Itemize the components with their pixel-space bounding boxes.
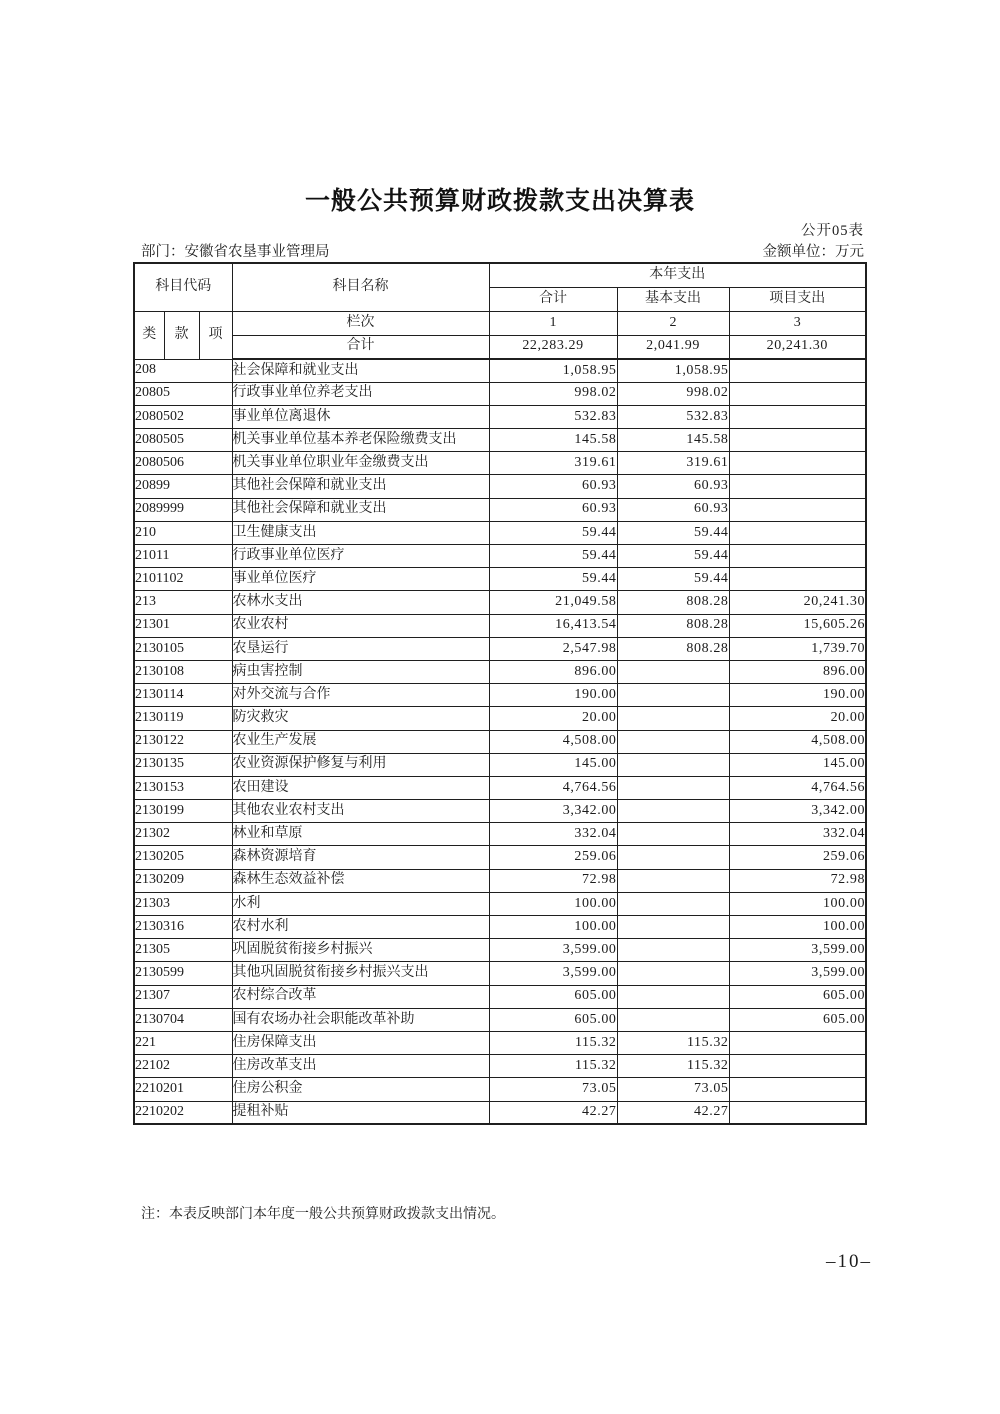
cell-basic-expense: 998.02 [617,382,729,405]
table-row [134,730,866,753]
cell-subject-name: 防灾救灾 [232,707,489,730]
cell-total: 60.93 [489,475,617,498]
cell-subject-code: 2130122 [134,730,232,753]
cell-basic-expense: 42.27 [617,1101,729,1124]
table-row [134,498,866,521]
unit-label: 金额单位：万元 [762,244,864,260]
table-row [134,707,866,730]
cell-total: 100.00 [489,916,617,939]
table-row [134,1031,866,1054]
cell-subject-code: 213 [134,591,232,614]
cell-basic-expense [617,660,729,683]
cell-subject-name: 对外交流与合作 [232,684,489,707]
cell-total: 190.00 [489,684,617,707]
table-row [134,452,866,475]
header-col-2: 2 [617,311,729,335]
cell-total: 332.04 [489,823,617,846]
cell-project-expense [729,1055,866,1078]
cell-project-expense: 896.00 [729,660,866,683]
cell-subject-code: 2130704 [134,1008,232,1031]
cell-subject-name: 住房公积金 [232,1078,489,1101]
cell-subject-name: 机关事业单位基本养老保险缴费支出 [232,429,489,452]
cell-subject-code: 2130105 [134,637,232,660]
cell-total: 4,508.00 [489,730,617,753]
cell-subject-code: 2210201 [134,1078,232,1101]
cell-total: 100.00 [489,892,617,915]
table-row [134,660,866,683]
table-row [134,1055,866,1078]
cell-total: 72.98 [489,869,617,892]
cell-basic-expense [617,823,729,846]
cell-subject-code: 2130199 [134,800,232,823]
cell-subject-code: 21011 [134,545,232,568]
cell-basic-expense [617,962,729,985]
cell-basic-expense [617,892,729,915]
cell-total: 3,599.00 [489,939,617,962]
cell-basic-expense: 808.28 [617,591,729,614]
cell-subject-code: 208 [134,359,232,382]
table-row [134,545,866,568]
cell-basic-expense [617,730,729,753]
cell-subject-name: 事业单位医疗 [232,568,489,591]
cell-basic-expense [617,869,729,892]
cell-project-expense: 1,739.70 [729,637,866,660]
table-row [134,846,866,869]
header-basic-expense: 基本支出 [617,287,729,311]
cell-subject-code: 2130153 [134,776,232,799]
cell-total: 319.61 [489,452,617,475]
header-section: 款 [164,311,199,359]
cell-total: 605.00 [489,985,617,1008]
cell-total: 2,547.98 [489,637,617,660]
table-row [134,962,866,985]
cell-project-expense [729,1078,866,1101]
cell-project-expense [729,1101,866,1124]
cell-project-expense [729,545,866,568]
cell-subject-code: 21301 [134,614,232,637]
cell-basic-expense: 145.58 [617,429,729,452]
cell-project-expense: 20,241.30 [729,591,866,614]
cell-total: 3,599.00 [489,962,617,985]
cell-subject-name: 农业资源保护修复与利用 [232,753,489,776]
cell-project-expense [729,521,866,544]
cell-subject-name: 林业和草原 [232,823,489,846]
cell-total: 60.93 [489,498,617,521]
cell-subject-code: 2080505 [134,429,232,452]
header-item: 项 [199,311,232,359]
cell-subject-name: 社会保障和就业支出 [232,359,489,382]
department-label: 部门：安徽省农垦事业管理局 [141,244,330,260]
cell-project-expense [729,359,866,382]
cell-basic-expense [617,939,729,962]
cell-basic-expense: 59.44 [617,521,729,544]
cell-subject-name: 住房改革支出 [232,1055,489,1078]
cell-total: 16,413.54 [489,614,617,637]
table-row [134,823,866,846]
cell-total: 145.58 [489,429,617,452]
cell-subject-code: 2130119 [134,707,232,730]
header-subject-code: 科目代码 [134,263,232,311]
cell-total: 115.32 [489,1055,617,1078]
header-class: 类 [134,311,164,359]
cell-basic-expense [617,707,729,730]
table-row [134,776,866,799]
cell-subject-name: 行政事业单位养老支出 [232,382,489,405]
header-col-3: 3 [729,311,866,335]
header-row-3 [134,311,866,335]
cell-subject-name: 其他社会保障和就业支出 [232,475,489,498]
cell-subject-code: 2130108 [134,660,232,683]
cell-basic-expense: 59.44 [617,545,729,568]
cell-subject-name: 其他社会保障和就业支出 [232,498,489,521]
cell-subject-name: 机关事业单位职业年金缴费支出 [232,452,489,475]
cell-subject-code: 2130209 [134,869,232,892]
cell-total: 532.83 [489,405,617,428]
cell-project-expense [729,498,866,521]
cell-subject-code: 2089999 [134,498,232,521]
cell-basic-expense: 1,058.95 [617,359,729,382]
cell-subject-code: 2130135 [134,753,232,776]
cell-basic-expense: 115.32 [617,1055,729,1078]
cell-subject-code: 2130599 [134,962,232,985]
table-row [134,637,866,660]
table-row [134,359,866,382]
page-number: –10– [826,1251,872,1272]
table-row [134,382,866,405]
cell-basic-expense: 115.32 [617,1031,729,1054]
table-row [134,521,866,544]
table-row [134,1008,866,1031]
cell-total: 21,049.58 [489,591,617,614]
cell-basic-expense [617,800,729,823]
cell-total: 605.00 [489,1008,617,1031]
table-row [134,405,866,428]
header-row-1 [134,263,866,287]
cell-project-expense: 100.00 [729,892,866,915]
cell-basic-expense: 60.93 [617,475,729,498]
header-col-1: 1 [489,311,617,335]
cell-subject-name: 巩固脱贫衔接乡村振兴 [232,939,489,962]
cell-subject-code: 221 [134,1031,232,1054]
cell-total: 259.06 [489,846,617,869]
cell-project-expense [729,568,866,591]
cell-subject-code: 2130205 [134,846,232,869]
cell-project-expense: 332.04 [729,823,866,846]
table-row [134,916,866,939]
cell-basic-expense [617,776,729,799]
cell-basic-expense [617,846,729,869]
cell-subject-code: 210 [134,521,232,544]
cell-subject-name: 农业农村 [232,614,489,637]
cell-total: 59.44 [489,568,617,591]
header-column-index-label: 栏次 [232,311,489,335]
page-title: 一般公共预算财政拨款支出决算表 [304,187,695,215]
cell-project-expense: 3,599.00 [729,962,866,985]
grand-basic-value: 2,041.99 [617,335,729,359]
cell-project-expense: 605.00 [729,985,866,1008]
cell-subject-name: 行政事业单位医疗 [232,545,489,568]
cell-total: 3,342.00 [489,800,617,823]
cell-project-expense: 20.00 [729,707,866,730]
table-row [134,1078,866,1101]
grand-total-value: 22,283.29 [489,335,617,359]
cell-subject-code: 2080502 [134,405,232,428]
cell-project-expense [729,405,866,428]
cell-basic-expense: 319.61 [617,452,729,475]
table-row [134,591,866,614]
cell-subject-code: 2080506 [134,452,232,475]
cell-project-expense: 100.00 [729,916,866,939]
note: 注：本表反映部门本年度一般公共预算财政拨款支出情况。 [141,1207,505,1222]
cell-subject-code: 21307 [134,985,232,1008]
cell-subject-code: 2130114 [134,684,232,707]
cell-basic-expense: 532.83 [617,405,729,428]
form-number: 公开05表 [801,223,864,239]
cell-project-expense [729,475,866,498]
cell-basic-expense [617,916,729,939]
header-total: 合计 [489,287,617,311]
grand-total-label: 合计 [232,335,489,359]
cell-subject-name: 农村综合改革 [232,985,489,1008]
cell-project-expense: 190.00 [729,684,866,707]
cell-total: 73.05 [489,1078,617,1101]
table-row [134,800,866,823]
cell-basic-expense: 60.93 [617,498,729,521]
table-row [134,985,866,1008]
table-row [134,684,866,707]
cell-subject-name: 住房保障支出 [232,1031,489,1054]
cell-project-expense: 3,342.00 [729,800,866,823]
cell-total: 1,058.95 [489,359,617,382]
table-row [134,568,866,591]
cell-project-expense: 3,599.00 [729,939,866,962]
cell-subject-name: 提租补贴 [232,1101,489,1124]
cell-project-expense: 145.00 [729,753,866,776]
cell-subject-code: 20805 [134,382,232,405]
cell-total: 145.00 [489,753,617,776]
header-project-expense: 项目支出 [729,287,866,311]
cell-project-expense: 4,764.56 [729,776,866,799]
cell-subject-name: 事业单位离退休 [232,405,489,428]
cell-basic-expense: 59.44 [617,568,729,591]
cell-subject-name: 国有农场办社会职能改革补助 [232,1008,489,1031]
cell-subject-name: 农田建设 [232,776,489,799]
cell-project-expense: 4,508.00 [729,730,866,753]
table-row [134,614,866,637]
cell-subject-name: 水利 [232,892,489,915]
grand-total-row [134,335,866,359]
cell-subject-name: 农垦运行 [232,637,489,660]
cell-subject-code: 21303 [134,892,232,915]
cell-basic-expense: 808.28 [617,637,729,660]
cell-subject-code: 2130316 [134,916,232,939]
header-subject-name: 科目名称 [232,263,489,311]
cell-basic-expense: 73.05 [617,1078,729,1101]
cell-project-expense [729,1031,866,1054]
cell-project-expense [729,382,866,405]
cell-subject-name: 卫生健康支出 [232,521,489,544]
table-row [134,869,866,892]
table-row [134,1101,866,1124]
cell-subject-code: 20899 [134,475,232,498]
grand-project-value: 20,241.30 [729,335,866,359]
cell-project-expense [729,429,866,452]
cell-project-expense: 72.98 [729,869,866,892]
table-row [134,753,866,776]
table-body [134,359,866,1124]
cell-total: 4,764.56 [489,776,617,799]
cell-subject-name: 森林资源培育 [232,846,489,869]
cell-total: 998.02 [489,382,617,405]
cell-total: 896.00 [489,660,617,683]
expense-table [133,262,867,1125]
cell-subject-name: 病虫害控制 [232,660,489,683]
cell-subject-name: 其他农业农村支出 [232,800,489,823]
cell-project-expense [729,452,866,475]
cell-total: 59.44 [489,545,617,568]
cell-total: 115.32 [489,1031,617,1054]
cell-subject-name: 其他巩固脱贫衔接乡村振兴支出 [232,962,489,985]
cell-subject-name: 农村水利 [232,916,489,939]
cell-subject-code: 21305 [134,939,232,962]
cell-subject-name: 农业生产发展 [232,730,489,753]
cell-basic-expense [617,985,729,1008]
cell-subject-code: 2101102 [134,568,232,591]
cell-basic-expense [617,684,729,707]
cell-basic-expense [617,1008,729,1031]
cell-subject-code: 22102 [134,1055,232,1078]
cell-project-expense: 259.06 [729,846,866,869]
cell-total: 42.27 [489,1101,617,1124]
cell-total: 20.00 [489,707,617,730]
cell-basic-expense [617,753,729,776]
table-row [134,892,866,915]
table-row [134,429,866,452]
cell-total: 59.44 [489,521,617,544]
cell-subject-code: 2210202 [134,1101,232,1124]
cell-project-expense: 15,605.26 [729,614,866,637]
table-row [134,475,866,498]
meta-row [141,240,864,261]
cell-basic-expense: 808.28 [617,614,729,637]
cell-subject-name: 农林水支出 [232,591,489,614]
header-year-expense: 本年支出 [489,263,866,287]
cell-project-expense: 605.00 [729,1008,866,1031]
cell-subject-name: 森林生态效益补偿 [232,869,489,892]
table-row [134,939,866,962]
cell-subject-code: 21302 [134,823,232,846]
